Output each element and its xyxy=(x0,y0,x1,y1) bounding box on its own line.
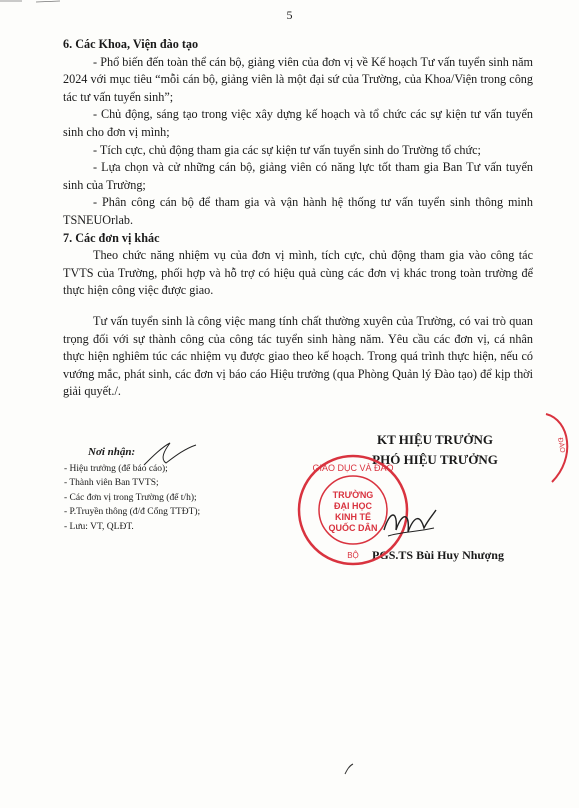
svg-text:KINH TẾ: KINH TẾ xyxy=(335,512,371,522)
recipients-title: Nơi nhận: xyxy=(88,446,136,458)
margin-seal-icon xyxy=(536,408,579,488)
signer-name: PGS.TS Bùi Huy Nhượng xyxy=(372,548,504,562)
svg-text:QUỐC DÂN: QUỐC DÂN xyxy=(328,523,378,533)
recipient-item: - Hiệu trưởng (để báo cáo); xyxy=(64,463,168,474)
recipient-item: - P.Truyền thông (đ/đ Cổng TTĐT); xyxy=(64,507,201,518)
svg-text:BỘ: BỘ xyxy=(347,551,359,560)
page-number: 5 xyxy=(286,8,293,22)
recipient-item: - Lưu: VT, QLĐT. xyxy=(64,521,134,532)
section-7-heading: 7. Các đơn vị khác xyxy=(63,230,160,245)
recipients-block xyxy=(62,445,282,535)
handwritten-signature xyxy=(380,502,440,542)
section-6-item: - Phổ biến đến toàn thể cán bộ, giảng viên của đơn vị về Kế hoạch Tư vấn tuyển sinh năm 2024 với mục tiêu “mỗi cán bộ, giảng viên là một đại sứ của Trường, của Khoa/Viện trong công tác tư vấn tuyển sinh”; xyxy=(63,54,533,104)
recipient-item: - Các đơn vị trong Trường (để t/h); xyxy=(64,492,197,503)
section-6-item: - Lựa chọn và cử những cán bộ, giảng viên có năng lực tốt tham gia Ban Tư vấn tuyển sinh của Trường; xyxy=(63,160,533,192)
initial-mark xyxy=(140,439,200,469)
signature-authority: KT HIỆU TRƯỞNG xyxy=(376,432,494,447)
svg-text:ĐÀO: ĐÀO xyxy=(556,437,566,454)
svg-text:TRƯỜNG: TRƯỜNG xyxy=(332,490,374,500)
body-text xyxy=(63,36,533,401)
bottom-mark xyxy=(343,762,355,776)
svg-text:ĐẠI HỌC: ĐẠI HỌC xyxy=(334,501,372,511)
recipient-item: - Thành viên Ban TVTS; xyxy=(64,478,159,489)
section-6-item: - Chủ động, sáng tạo trong việc xây dựng kế hoạch và tổ chức các sự kiện tư vấn tuyển sinh cho đơn vị mình; xyxy=(63,107,533,139)
top-edge-mark xyxy=(0,0,579,6)
signature-position: PHÓ HIỆU TRƯỞNG xyxy=(372,452,498,467)
conclusion-paragraph: Tư vấn tuyển sinh là công việc mang tính chất thường xuyên của Trường, có vai trò quan trọng đối với sự thành công của công tác tuyển sinh hàng năm. Yêu cầu các đơn vị, cá nhân thực hiện nghiêm túc các nhiệm vụ được giao theo kế hoạch. Trong quá trình thực hiện, nếu có vướng mắc, phát sinh, các đơn vị báo cáo Hiệu trưởng (qua Phòng Quản lý Đào tạo) để kịp thời giải quyết./. xyxy=(63,313,533,399)
section-6-heading: 6. Các Khoa, Viện đào tạo xyxy=(63,37,199,51)
recipients-list xyxy=(62,462,282,535)
section-7-text: Theo chức năng nhiệm vụ của đơn vị mình, tích cực, chủ động tham gia vào công tác TVTS của Trường, phối hợp và hỗ trợ có hiệu quả cùng các đơn vị khác trong toàn trường để thực hiện công việc được giao. xyxy=(63,248,533,298)
svg-text:GIÁO DỤC VÀ ĐÀO: GIÁO DỤC VÀ ĐÀO xyxy=(312,463,394,473)
section-6-item: - Phân công cán bộ để tham gia và vận hành hệ thống tư vấn tuyển sinh thông minh TSNEUOrlab. xyxy=(63,195,533,227)
section-6-item: - Tích cực, chủ động tham gia các sự kiện tư vấn tuyển sinh do Trường tổ chức; xyxy=(93,142,481,157)
